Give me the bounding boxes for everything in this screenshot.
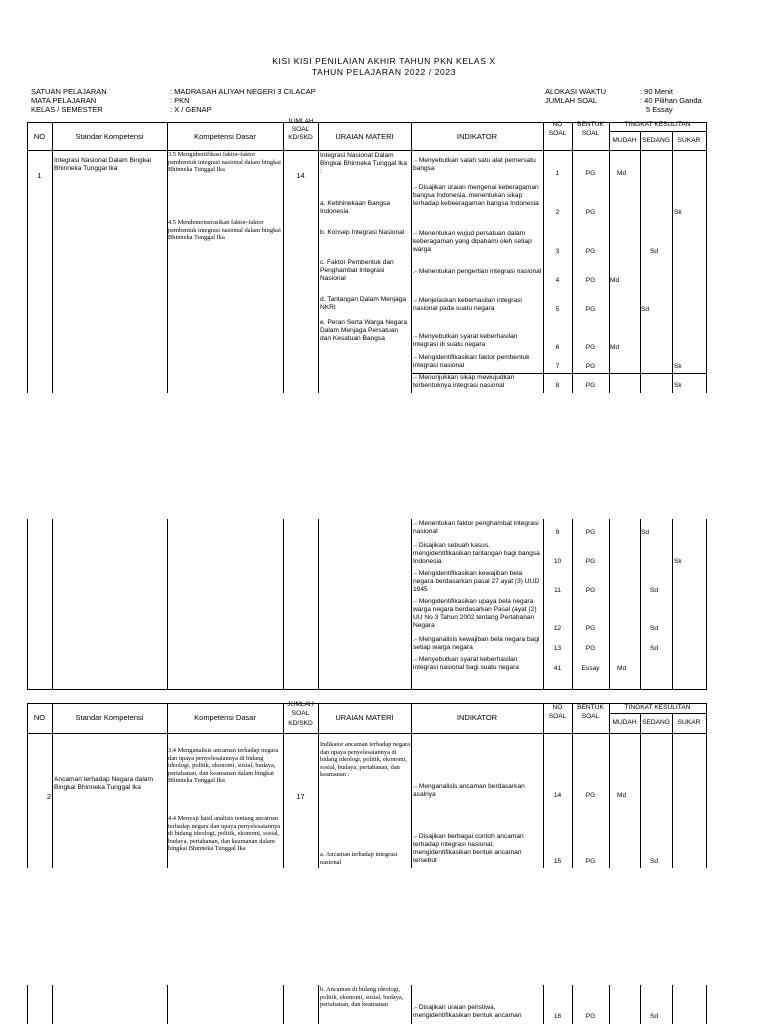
col-header-sukar: SUKAR [677,719,701,726]
standar-kompetensi: Integrasi Nasional Dalam Bingkai Bhinneka Tunggal Ika [54,157,152,172]
indikator-text: .- Mengidentifikasikan upaya bela negara warga negara berdasarkan Pasal (ayat (2) UU No 3 Tahun 2002 tentang Pertahanan Negara [413,598,537,629]
col-header-bentuk-2: SOAL [581,713,600,720]
bentuk-soal: PG [585,625,596,632]
info-label-satuan: SATUAN PELAJARAN [31,87,107,96]
col-header-bentuk-1: BENTUK [577,704,604,711]
col-header-nosoal-2: SOAL [548,713,567,720]
no-soal: 7 [555,363,560,370]
jumlah-soal: 14 [296,171,305,180]
col-header-mudah: MUDAH [612,719,637,726]
col-header-bentuk-2: SOAL [581,130,600,137]
tingkat-sukar: Sk [674,558,682,565]
no-soal: 12 [553,625,562,632]
info-value-mapel: : PKN [170,96,190,105]
col-header-standar: Standar Kompetensi [75,713,144,722]
indikator-text: .- Disajikan berbagai contoh ancaman terhadap integrasi nasional, mengidentifikasikan bentuk ancaman tersebut [413,833,524,864]
col-header-bentuk-1: BENTUK [577,121,604,128]
no-soal: 13 [553,645,562,652]
info-value-satuan: : MADRASAH ALIYAH NEGERI 3 CILACAP [170,87,316,96]
tingkat-mudah: Md [610,277,620,284]
indikator-text: .- Menyebutkan syarat keberhasilan integrasi nasional bagi suatu negara [413,656,519,671]
tingkat-sedang: Sd [650,1013,659,1020]
no-soal: 10 [553,558,562,565]
indikator-text: .- Menentukan pengertian integrasi nasional [413,268,542,275]
indikator-text: .- Mengidentifikasikan kewajiban bela negara berdasarkan pasal 27 ayat (3) UUD 1945 [413,570,540,593]
tingkat-mudah: Md [617,792,627,799]
bentuk-soal: PG [585,645,596,652]
no-soal: 15 [553,858,562,865]
materi-d: d. Tantangan Dalam Menjaga NKRI [320,296,407,311]
materi-e: e. Peran Serta Warga Negara Dalam Menjaga Persatuan dan Kesatuan Bangsa [320,319,407,342]
tingkat-sukar: Sk [674,209,682,216]
kompetensi-dasar-2: 4.5 Mendemonstrasikan faktor-faktor pembentuk integrasi nasional dalam bingkai Bhinneka Tunggal Ika [168,219,281,242]
tingkat-sukar: Sk [674,363,682,370]
bentuk-soal: PG [585,248,596,255]
col-header-sedang: SEDANG [642,137,670,144]
col-header-indikator: INDIKATOR [456,713,498,722]
info-value-essay: 5 Essay [646,105,673,114]
materi-b: b. Konsep Integrasi Nasional [320,229,405,236]
col-header-jumlah-2: SOAL [291,710,310,717]
col-header-jumlah-3: KD/SKD [288,134,313,141]
tingkat-sedang: Sd [641,306,650,313]
indikator-text: .- Menganalisis ancaman berdasarkan asalnya [413,783,525,798]
materi-heading: Integrasi Nasional Dalam Bingkai Bhinneka Tunggal Ika : [320,152,407,175]
col-header-kd: Kompetensi Dasar [194,132,256,141]
indikator-text: .- Menentukan wujud persatuan dalam keberagaman yang dipahami oleh setiap warga [413,230,532,253]
bentuk-soal: PG [585,344,596,351]
bentuk-soal: PG [585,277,596,284]
col-header-uraian: URAIAN MATERI [335,132,394,141]
document-subtitle: TAHUN PELAJARAN 2022 / 2023 [311,67,457,77]
info-label-mapel: MATA PELAJARAN [31,96,97,105]
bentuk-soal: PG [585,858,596,865]
materi-heading: Indikator ancaman terhadap negara dan upaya penyelesaiannya di bidang ideologi, politik, ekonomi, sosial, budaya, pertahanan, dan keamanan : [320,741,410,779]
col-header-sukar: SUKAR [677,137,701,144]
bentuk-soal: PG [585,306,596,313]
bentuk-soal: PG [585,382,596,389]
bentuk-soal: PG [585,558,596,565]
indikator-text: .- Menganalisis kewajiban bela negara bagi setiap warga negara [413,636,540,651]
col-header-no: NO [33,132,46,141]
bentuk-soal: PG [585,1013,596,1020]
no-soal: 14 [553,792,562,799]
col-header-jumlah-2: SOAL [291,126,310,133]
indikator-text: .- Mengidentifikasikan faktor pembentuk integrasi nasional [413,354,530,369]
materi-b: b. Ancaman di bidang ideologi, politik, ekonomi, sosial, budaya, pertahanan, dan keamanan [320,986,404,1009]
row-no: 2 [46,792,51,801]
kompetensi-dasar-1: 3.5 Mengidentifikasi faktor-faktor pembentuk integrasi nasional dalam bingkai Bhinneka Tunggal Ika [168,151,281,174]
tingkat-sedang: Sd [650,645,659,652]
col-header-no: NO [33,713,46,722]
no-soal: 2 [555,209,560,216]
bentuk-soal: PG [585,792,596,799]
no-soal: 6 [555,344,560,351]
bentuk-soal: PG [585,363,596,370]
materi-c: c. Faktor Pembentuk dan Penghambat Integrasi Nasional [320,259,394,282]
no-soal: 8 [555,382,560,389]
info-label-alokasi: ALOKASI WAKTU [545,87,606,96]
no-soal: 4 [555,277,560,284]
col-header-mudah: MUDAH [612,137,637,144]
tingkat-mudah: Md [617,665,627,672]
indikator-text: .- Menyebutkan salah satu alat pemersatu bangsa [413,157,536,172]
info-label-kelas: KELAS / SEMESTER [31,105,103,114]
standar-kompetensi: Ancaman terhadap Negara dalam Bingkai Bhinneka Tunggal Ika [54,776,153,791]
no-soal: 1 [555,170,560,177]
tingkat-mudah: Md [617,170,627,177]
indikator-text: .- Menyebutkan syarat keberhasilan integrasi di suatu negara [413,333,518,348]
tingkat-sedang: Sd [650,858,659,865]
col-header-tingkat: TINGKAT KESULITAN [624,121,691,128]
col-header-indikator: INDIKATOR [456,132,498,141]
indikator-text: .- Disajikan sebuah kasus, mengidentifikasikan tantangan bagi bangsa Indonesia [413,542,540,565]
tingkat-sedang: Sd [650,587,659,594]
bentuk-soal: PG [585,529,596,536]
materi-a: a. Ancaman terhadap integrasi nasional [320,851,398,866]
col-header-tingkat: TINGKAT KESULITAN [624,704,691,711]
col-header-uraian: URAIAN MATERI [335,713,394,722]
bentuk-soal: PG [585,587,596,594]
tingkat-sukar: Sk [674,382,682,389]
no-soal: 5 [555,306,560,313]
bentuk-soal: PG [585,209,596,216]
info-label-jumlah: JUMLAH SOAL [545,96,598,105]
tingkat-sedang: Sd [641,529,650,536]
col-header-jumlah-3: KD/SKD [288,720,313,727]
col-header-kd: Kompetensi Dasar [194,713,256,722]
info-value-kelas: : X / GENAP [170,105,212,114]
indikator-text: .- Menunjukkan sikap mewujudkan terbentuknya integrasi nasional [413,374,515,389]
no-soal: 9 [555,529,560,536]
materi-a: a. Kebhinekaan Bangsa Indonesia [320,200,391,215]
document-title: KISI KISI PENILAIAN AKHIR TAHUN PKN KELAS X [272,56,496,66]
indikator-text: .- Disajikan uraian mengenai keberagaman bangsa Indonesia, menentukan sikap terhadap kebeeragaman bangsa Indonesia [413,184,539,207]
no-soal: 11 [554,587,561,594]
col-header-standar: Standar Kompetensi [75,132,144,141]
tingkat-sedang: Sd [650,625,659,632]
row-no: 1 [37,171,42,180]
col-header-jumlah-1: JUMLAH [287,701,314,708]
no-soal: 3 [555,248,560,255]
no-soal: 41 [553,665,562,672]
col-header-sedang: SEDANG [642,719,670,726]
jumlah-soal: 17 [296,792,305,801]
no-soal: 16 [553,1013,562,1020]
tingkat-mudah: Md [610,344,620,351]
indikator-text: .- Disajikan uraian peristiwa, mengidentifikasikan bentuk ancaman [413,1004,522,1019]
indikator-text: .- Menentukan faktor penghambat integrasi nasional [413,520,539,535]
bentuk-soal: PG [585,170,596,177]
indikator-text: .- Menjelaskan keberhasilan integrasi nasional pada suatu negara [413,297,522,312]
tingkat-sedang: Sd [650,248,659,255]
col-header-nosoal-1: NO [552,704,563,711]
col-header-jumlah-1: JUMLAH [287,118,314,125]
info-value-jumlah: : 40 Pilihan Ganda [640,96,702,105]
col-header-nosoal-1: NO [552,121,563,128]
kompetensi-dasar-1: 3.4 Menganalisis ancaman terhadap negara dan upaya penyelesaiannya di bidang ideologi, politik, ekonomi, sosial, budaya, pertahanan, dan keamanan dalam bingkai Bhinneka Tunggal Ika [168,747,279,785]
bentuk-soal: Essay [581,665,600,672]
kompetensi-dasar-2: 4.4 Menyaji hasil analisis tentang ancaman terhadap negara dan upaya penyelesaiannya di bidang ideologi, politik, ekonomi, sosial, budaya, pertahanan, dan keamanan dalam bingkai Bhinneka Tunggal Ika [168,815,281,853]
info-value-alokasi: : 90 Menit [640,87,673,96]
col-header-nosoal-2: SOAL [548,130,567,137]
